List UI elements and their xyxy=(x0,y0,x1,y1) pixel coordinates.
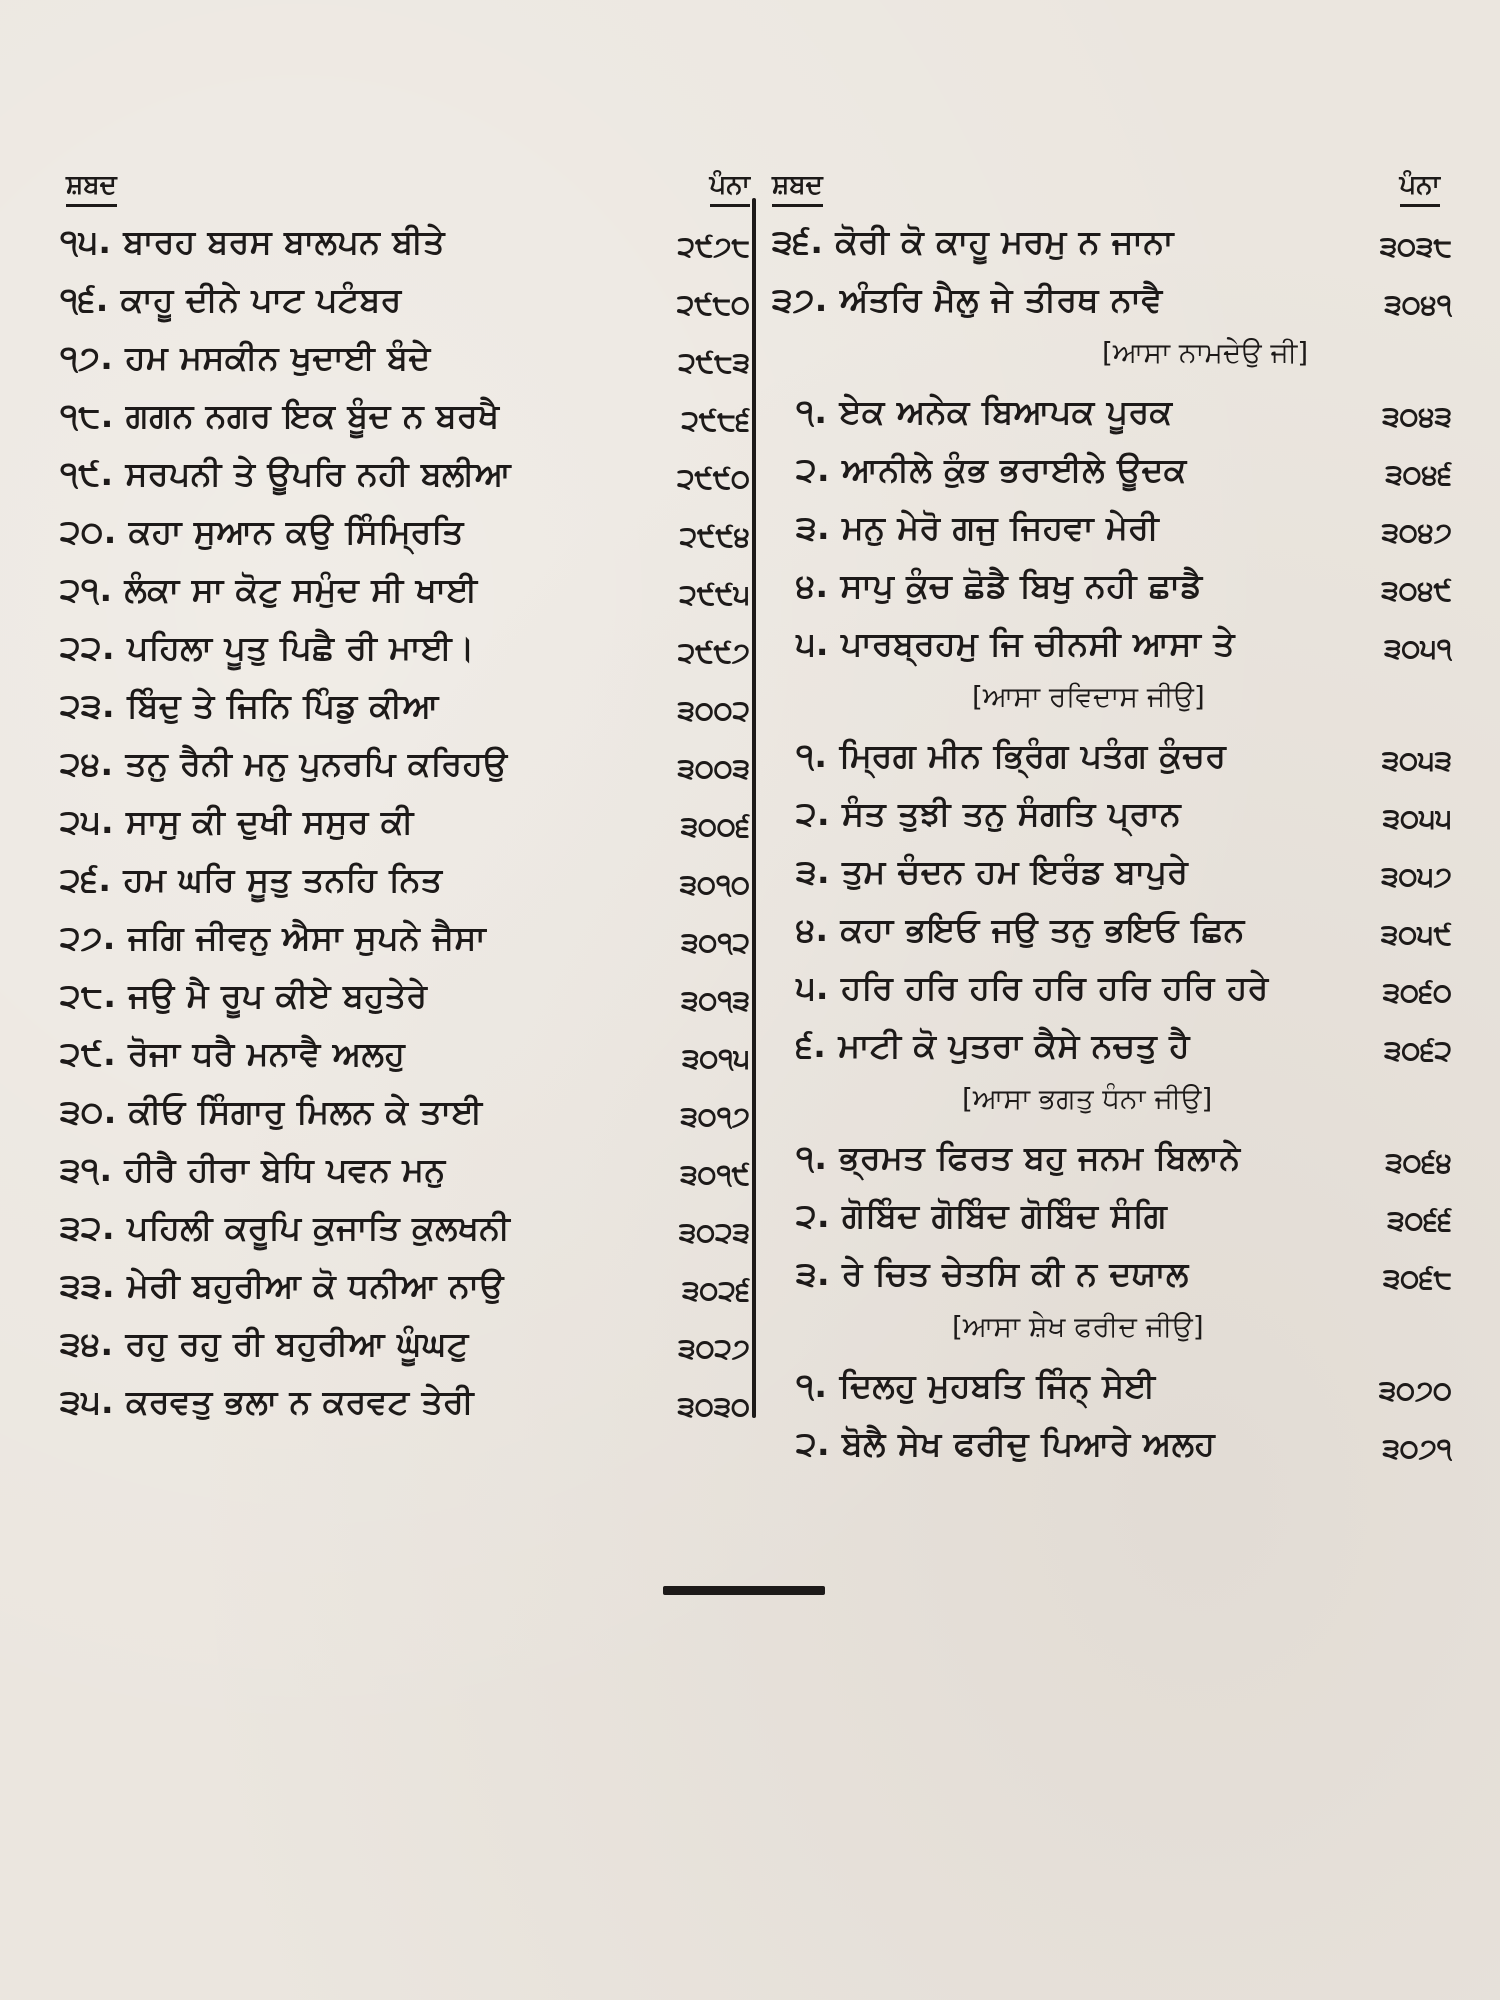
entry-title: ੨੯. ਰੋਜਾ ਧਰੈ ਮਨਾਵੈ ਅਲਹੁ xyxy=(60,1034,406,1073)
entry-title: ੨. ਬੋਲੈ ਸੇਖ ਫਰੀਦੁ ਪਿਆਰੇ ਅਲਹ xyxy=(796,1424,1216,1463)
entry-page-number: ੩੦੨੭ xyxy=(678,1332,750,1365)
right-column xyxy=(772,170,1452,1474)
entry-page-number: ੨੯੭੮ xyxy=(677,230,750,263)
index-entry xyxy=(772,1358,1452,1416)
page-header: ਪੰਨਾ xyxy=(1400,170,1440,207)
index-entry xyxy=(772,1246,1452,1304)
entry-page-number: ੩੦੧੦ xyxy=(679,868,750,901)
section-heading xyxy=(772,330,1452,384)
entry-page-number: ੨੯੮੩ xyxy=(678,346,750,379)
section-heading xyxy=(772,1076,1452,1130)
entry-page-number: ੩੦੧੨ xyxy=(681,926,750,959)
column-divider xyxy=(752,198,756,1418)
entry-title: ੨੦. ਕਹਾ ਸੁਆਨ ਕਉ ਸਿੰਮ੍ਰਿਤਿ xyxy=(60,512,464,551)
word-header: ਸ਼ਬਦ xyxy=(772,170,823,207)
entry-page-number: ੩੦੨੬ xyxy=(682,1274,750,1307)
index-entry xyxy=(60,388,750,446)
index-entry xyxy=(772,214,1452,272)
entry-page-number: ੩੦੦੨ xyxy=(677,694,750,727)
entry-page-number: ੩੦੬੬ xyxy=(1387,1204,1452,1237)
right-index-list xyxy=(772,214,1452,1474)
entry-title: ੩੨. ਪਹਿਲੀ ਕਰੂਪਿ ਕੁਜਾਤਿ ਕੁਲਖਨੀ xyxy=(60,1208,511,1247)
entry-page-number: ੩੦੪੩ xyxy=(1382,400,1452,433)
entry-page-number: ੩੦੫੩ xyxy=(1381,744,1452,777)
entry-page-number: ੩੦੧੫ xyxy=(682,1042,750,1075)
left-column xyxy=(60,170,750,1432)
section-title: [ਆਸਾ ਭਗਤੁ ਧੰਨਾ ਜੀਉ] xyxy=(962,1082,1213,1115)
entry-title: ੨. ਆਨੀਲੇ ਕੁੰਭ ਭਰਾਈਲੇ ਊਦਕ xyxy=(796,450,1187,489)
entry-title: ੧੭. ਹਮ ਮਸਕੀਨ ਖੁਦਾਈ ਬੰਦੇ xyxy=(60,338,431,377)
entry-title: ੧੬. ਕਾਹੂ ਦੀਨੇ ਪਾਟ ਪਟੰਬਰ xyxy=(60,280,402,319)
index-entry xyxy=(772,728,1452,786)
entry-page-number: ੩੦੧੯ xyxy=(680,1158,750,1191)
entry-title: ੧੮. ਗਗਨ ਨਗਰ ਇਕ ਬੂੰਦ ਨ ਬਰਖੈ xyxy=(60,396,500,435)
entry-page-number: ੨੯੯੦ xyxy=(677,462,750,495)
index-entry xyxy=(772,1416,1452,1474)
entry-title: ੩੭. ਅੰਤਰਿ ਮੈਲੁ ਜੇ ਤੀਰਥ ਨਾਵੈ xyxy=(772,280,1163,319)
entry-page-number: ੩੦੦੩ xyxy=(677,752,750,785)
index-entry xyxy=(772,1188,1452,1246)
word-header: ਸ਼ਬਦ xyxy=(66,170,117,207)
entry-page-number: ੩੦੧੭ xyxy=(680,1100,750,1133)
left-column-header xyxy=(60,170,750,214)
entry-title: ੪. ਕਹਾ ਭਇਓ ਜਉ ਤਨੁ ਭਇਓ ਛਿਨ xyxy=(796,910,1245,949)
end-rule xyxy=(663,1586,825,1595)
index-entry xyxy=(772,500,1452,558)
entry-page-number: ੩੦੫੭ xyxy=(1381,860,1452,893)
index-entry xyxy=(60,1200,750,1258)
section-title: [ਆਸਾ ਰਵਿਦਾਸ ਜੀਉ] xyxy=(972,680,1205,713)
index-entry xyxy=(60,1374,750,1432)
index-entry xyxy=(772,844,1452,902)
entry-page-number: ੩੦੫੧ xyxy=(1384,632,1452,665)
index-entry xyxy=(60,1026,750,1084)
index-entry xyxy=(60,794,750,852)
entry-title: ੩੬. ਕੋਰੀ ਕੋ ਕਾਹੂ ਮਰਮੁ ਨ ਜਾਨਾ xyxy=(772,222,1174,261)
entry-title: ੧੯. ਸਰਪਨੀ ਤੇ ਊਪਰਿ ਨਹੀ ਬਲੀਆ xyxy=(60,454,512,493)
index-entry xyxy=(60,272,750,330)
index-entry xyxy=(60,736,750,794)
entry-page-number: ੩੦੬੦ xyxy=(1382,976,1452,1009)
section-heading xyxy=(772,1304,1452,1358)
entry-title: ੧. ਦਿਲਹੁ ਮੁਹਬਤਿ ਜਿੰਨ੍ ਸੇਈ xyxy=(796,1366,1156,1405)
entry-page-number: ੩੦੩੮ xyxy=(1379,230,1452,263)
entry-page-number: ੩੦੬੪ xyxy=(1385,1146,1452,1179)
entry-page-number: ੩੦੬੮ xyxy=(1383,1262,1452,1295)
entry-page-number: ੩੦੪੧ xyxy=(1384,288,1452,321)
entry-title: ੨੩. ਬਿੰਦੁ ਤੇ ਜਿਨਿ ਪਿੰਡੁ ਕੀਆ xyxy=(60,686,439,725)
index-entry xyxy=(772,960,1452,1018)
entry-page-number: ੩੦੪੯ xyxy=(1381,574,1452,607)
entry-title: ੩੫. ਕਰਵਤੁ ਭਲਾ ਨ ਕਰਵਟ ਤੇਰੀ xyxy=(60,1382,475,1421)
right-column-header xyxy=(772,170,1452,214)
entry-title: ੨੫. ਸਾਸੁ ਕੀ ਦੁਖੀ ਸਸੁਰ ਕੀ xyxy=(60,802,414,841)
entry-title: ੧. ਮ੍ਰਿਗ ਮੀਨ ਭ੍ਰਿੰਗ ਪਤੰਗ ਕੁੰਚਰ xyxy=(796,736,1227,775)
index-entry xyxy=(60,562,750,620)
index-entry xyxy=(772,384,1452,442)
entry-title: ੩. ਰੇ ਚਿਤ ਚੇਤਸਿ ਕੀ ਨ ਦਯਾਲ xyxy=(796,1254,1189,1293)
entry-title: ੩. ਤੁਮ ਚੰਦਨ ਹਮ ਇਰੰਡ ਬਾਪੁਰੇ xyxy=(796,852,1189,891)
entry-title: ੧. ਭ੍ਰਮਤ ਫਿਰਤ ਬਹੁ ਜਨਮ ਬਿਲਾਨੇ xyxy=(796,1138,1241,1177)
entry-title: ੩੩. ਮੇਰੀ ਬਹੁਰੀਆ ਕੋ ਧਨੀਆ ਨਾਉ xyxy=(60,1266,504,1305)
index-entry xyxy=(772,272,1452,330)
index-entry xyxy=(60,1142,750,1200)
index-entry xyxy=(60,330,750,388)
entry-title: ੬. ਮਾਟੀ ਕੋ ਪੁਤਰਾ ਕੈਸੇ ਨਚਤੁ ਹੈ xyxy=(796,1026,1191,1065)
entry-page-number: ੩੦੦੬ xyxy=(680,810,750,843)
entry-page-number: ੩੦੭੦ xyxy=(1378,1374,1452,1407)
entry-page-number: ੩੦੪੭ xyxy=(1381,516,1452,549)
entry-title: ੩੪. ਰਹੁ ਰਹੁ ਰੀ ਬਹੁਰੀਆ ਘੂੰਘਟੁ xyxy=(60,1324,469,1363)
entry-title: ੨੧. ਲੰਕਾ ਸਾ ਕੋਟੁ ਸਮੁੰਦ ਸੀ ਖਾਈ xyxy=(60,570,478,609)
index-entry xyxy=(60,1084,750,1142)
entry-title: ੨੨. ਪਹਿਲਾ ਪੂਤੁ ਪਿਛੈ ਰੀ ਮਾਈ। xyxy=(60,628,475,667)
index-entry xyxy=(772,1130,1452,1188)
index-entry xyxy=(60,678,750,736)
entry-title: ੨੭. ਜਗਿ ਜੀਵਨੁ ਐਸਾ ਸੁਪਨੇ ਜੈਸਾ xyxy=(60,918,487,957)
index-entry xyxy=(60,852,750,910)
entry-title: ੨੪. ਤਨੁ ਰੈਨੀ ਮਨੁ ਪੁਨਰਪਿ ਕਰਿਹਉ xyxy=(60,744,508,783)
entry-title: ੫. ਹਰਿ ਹਰਿ ਹਰਿ ਹਰਿ ਹਰਿ ਹਰਿ ਹਰੇ xyxy=(796,968,1269,1007)
left-index-list xyxy=(60,214,750,1432)
section-title: [ਆਸਾ ਨਾਮਦੇਉ ਜੀ] xyxy=(1102,336,1309,369)
index-entry xyxy=(772,786,1452,844)
entry-title: ੧੫. ਬਾਰਹ ਬਰਸ ਬਾਲਪਨ ਬੀਤੇ xyxy=(60,222,446,261)
index-entry xyxy=(60,968,750,1026)
index-entry xyxy=(772,442,1452,500)
entry-title: ੨੮. ਜਉ ਮੈ ਰੂਪ ਕੀਏ ਬਹੁਤੇਰੇ xyxy=(60,976,428,1015)
entry-page-number: ੩੦੪੬ xyxy=(1385,458,1452,491)
entry-page-number: ੩੦੭੧ xyxy=(1382,1432,1452,1465)
index-entry xyxy=(772,616,1452,674)
index-entry xyxy=(772,558,1452,616)
index-entry xyxy=(772,902,1452,960)
entry-title: ੧. ਏਕ ਅਨੇਕ ਬਿਆਪਕ ਪੂਰਕ xyxy=(796,392,1173,431)
entry-page-number: ੨੯੮੦ xyxy=(676,288,750,321)
index-entry xyxy=(60,1316,750,1374)
entry-page-number: ੨੯੯੫ xyxy=(679,578,750,611)
entry-page-number: ੩੦੫੫ xyxy=(1382,802,1452,835)
entry-title: ੪. ਸਾਪੁ ਕੁੰਚ ਛੋਡੈ ਬਿਖੁ ਨਹੀ ਛਾਡੈ xyxy=(796,566,1203,605)
entry-title: ੩੦. ਕੀਓ ਸਿੰਗਾਰੁ ਮਿਲਨ ਕੇ ਤਾਈ xyxy=(60,1092,483,1131)
entry-title: ੩੧. ਹੀਰੈ ਹੀਰਾ ਬੇਧਿ ਪਵਨ ਮਨੁ xyxy=(60,1150,446,1189)
entry-page-number: ੩੦੬੨ xyxy=(1384,1034,1452,1067)
entry-title: ੩. ਮਨੁ ਮੇਰੋ ਗਜੁ ਜਿਹਵਾ ਮੇਰੀ xyxy=(796,508,1160,547)
entry-page-number: ੩੦੨੩ xyxy=(678,1216,750,1249)
entry-page-number: ੨੯੯੭ xyxy=(677,636,750,669)
entry-title: ੫. ਪਾਰਬ੍ਰਹਮੁ ਜਿ ਚੀਨਸੀ ਆਸਾ ਤੇ xyxy=(796,624,1235,663)
entry-page-number: ੨੯੮੬ xyxy=(681,404,750,437)
entry-title: ੨੬. ਹਮ ਘਰਿ ਸੂਤੁ ਤਨਹਿ ਨਿਤ xyxy=(60,860,443,899)
index-entry xyxy=(60,910,750,968)
index-entry xyxy=(60,620,750,678)
entry-page-number: ੩੦੫੯ xyxy=(1380,918,1452,951)
page-header: ਪੰਨਾ xyxy=(710,170,750,207)
index-entry xyxy=(60,504,750,562)
index-entry xyxy=(772,1018,1452,1076)
section-title: [ਆਸਾ ਸ਼ੇਖ ਫਰੀਦ ਜੀਉ] xyxy=(952,1310,1204,1343)
entry-page-number: ੩੦੩੦ xyxy=(677,1390,750,1423)
index-entry xyxy=(60,1258,750,1316)
index-entry xyxy=(60,214,750,272)
entry-title: ੨. ਸੰਤ ਤੁਝੀ ਤਨੁ ਸੰਗਤਿ ਪ੍ਰਾਨ xyxy=(796,794,1182,833)
index-entry xyxy=(60,446,750,504)
section-heading xyxy=(772,674,1452,728)
entry-title: ੨. ਗੋਬਿੰਦ ਗੋਬਿੰਦ ਗੋਬਿੰਦ ਸੰਗਿ xyxy=(796,1196,1168,1235)
entry-page-number: ੩੦੧੩ xyxy=(681,984,750,1017)
entry-page-number: ੨੯੯੪ xyxy=(679,520,750,553)
